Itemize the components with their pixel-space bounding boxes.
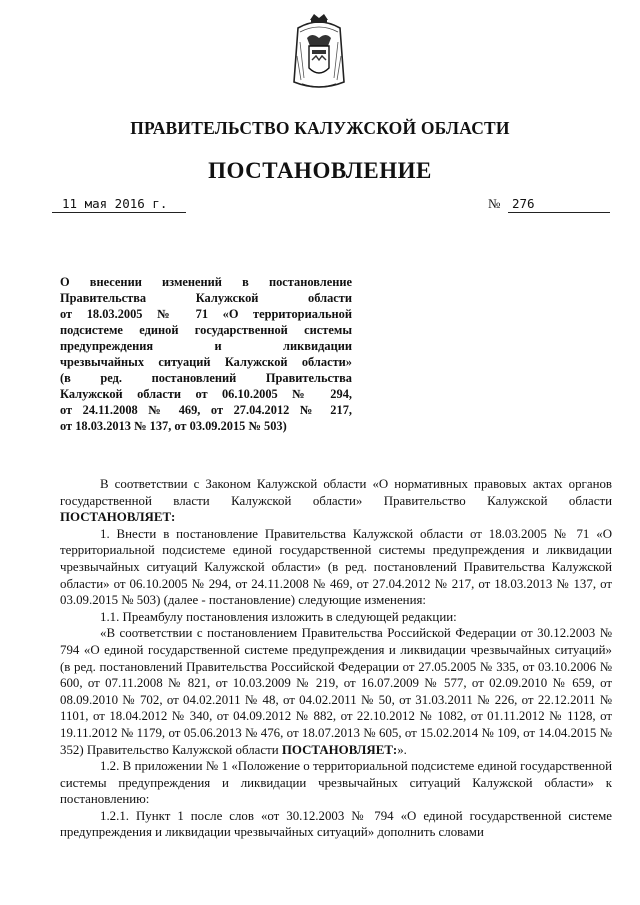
paragraph-text: ». — [397, 742, 407, 757]
document-type-title: ПОСТАНОВЛЕНИЕ — [208, 158, 432, 183]
body-paragraph: 1.1. Преамбулу постановления изложить в следующей редакции: — [100, 609, 457, 624]
document-number: 276 — [508, 196, 610, 213]
body-paragraph: 1.2.1. Пункт 1 после слов «от 30.12.2003 № 794 «О единой государственной системе предупреждения и ликвидации чрезвычайных ситуаций» дополнить словами — [60, 808, 612, 840]
body-paragraph — [60, 476, 612, 526]
paragraph-text: «В соответствии с постановлением Правительства Российской Федерации от 30.12.2003 № 794 «О единой государственной системе предупреждения и ликвидации чрезвычайных ситуаций» (в ред. постановлений Правительства Российской Федерации от 27.05.2005 № 335, от 03.10.2006 № 600, от 07.11.2008 № 821, от 10.03.2009 № 219, от 16.07.2009 № 577, от 02.09.2010 № 659, от 08.09.2010 № 702, от 04.02.2011 № 48, от 04.02.2011 № 50, от 31.03.2011 № 226, от 22.12.2011 № 1101, от 18.04.2012 № 340, от 04.09.2012 № 882, от 22.10.2012 № 1082, от 01.11.2012 № 1128, от 19.11.2012 № 1179, от 05.06.2013 № 476, от 18.07.2013 № 605, от 15.02.2014 № 109, от 14.04.2015 № 352) Правительство Калужской области — [60, 626, 612, 757]
subject-line: от 18.03.2005 № 71 «О территориальной — [60, 307, 352, 321]
subject-line: О внесении изменений в постановление — [60, 275, 352, 289]
subject-line: Калужской области от 06.10.2005 № 294, — [60, 387, 352, 401]
resolution-keyword: ПОСТАНОВЛЯЕТ: — [281, 742, 398, 757]
subject-line: (в ред. постановлений Правительства — [60, 371, 352, 385]
document-body — [60, 476, 612, 841]
subject-line: от 18.03.2013 № 137, от 03.09.2015 № 503) — [60, 419, 287, 433]
organization-title: ПРАВИТЕЛЬСТВО КАЛУЖСКОЙ ОБЛАСТИ — [130, 118, 510, 138]
subject-line: предупреждения и ликвидации — [60, 339, 352, 353]
coat-of-arms-emblem — [288, 12, 350, 94]
subject-line: от 24.11.2008 № 469, от 27.04.2012 № 217, — [60, 403, 352, 417]
document-date: 11 мая 2016 г. — [52, 196, 186, 213]
subject-line: чрезвычайных ситуаций Калужской области» — [60, 355, 352, 369]
body-paragraph — [60, 625, 612, 758]
subject-line: Правительства Калужской области — [60, 291, 352, 305]
subject-line: подсистеме единой государственной системы — [60, 323, 352, 337]
paragraph-text: В соответствии с Законом Калужской области «О нормативных правовых актах органов государственной власти Калужской области» Правительство Калужской области — [60, 477, 612, 508]
body-paragraph: 1.2. В приложении № 1 «Положение о территориальной подсистеме единой государственной системы предупреждения и ликвидации чрезвычайных ситуаций Калужской области» к постановлению: — [60, 759, 612, 807]
document-subject — [60, 274, 352, 434]
number-sign: № — [488, 196, 501, 211]
body-paragraph: 1. Внести в постановление Правительства Калужской области от 18.03.2005 № 71 «О территориальной подсистеме единой государственной системы предупреждения и ликвидации чрезвычайных ситуаций Калужской области» (в ред. постановлений Правительства Калужской области» от 06.10.2005 № 294, от 24.11.2008 № 469, от 27.04.2012 № 217, от 18.03.2013 № 137, от 03.09.2015 № 503) (далее - постановление) следующие изменения: — [60, 526, 612, 608]
document-number-block — [488, 196, 610, 213]
resolution-keyword: ПОСТАНОВЛЯЕТ: — [60, 510, 176, 525]
